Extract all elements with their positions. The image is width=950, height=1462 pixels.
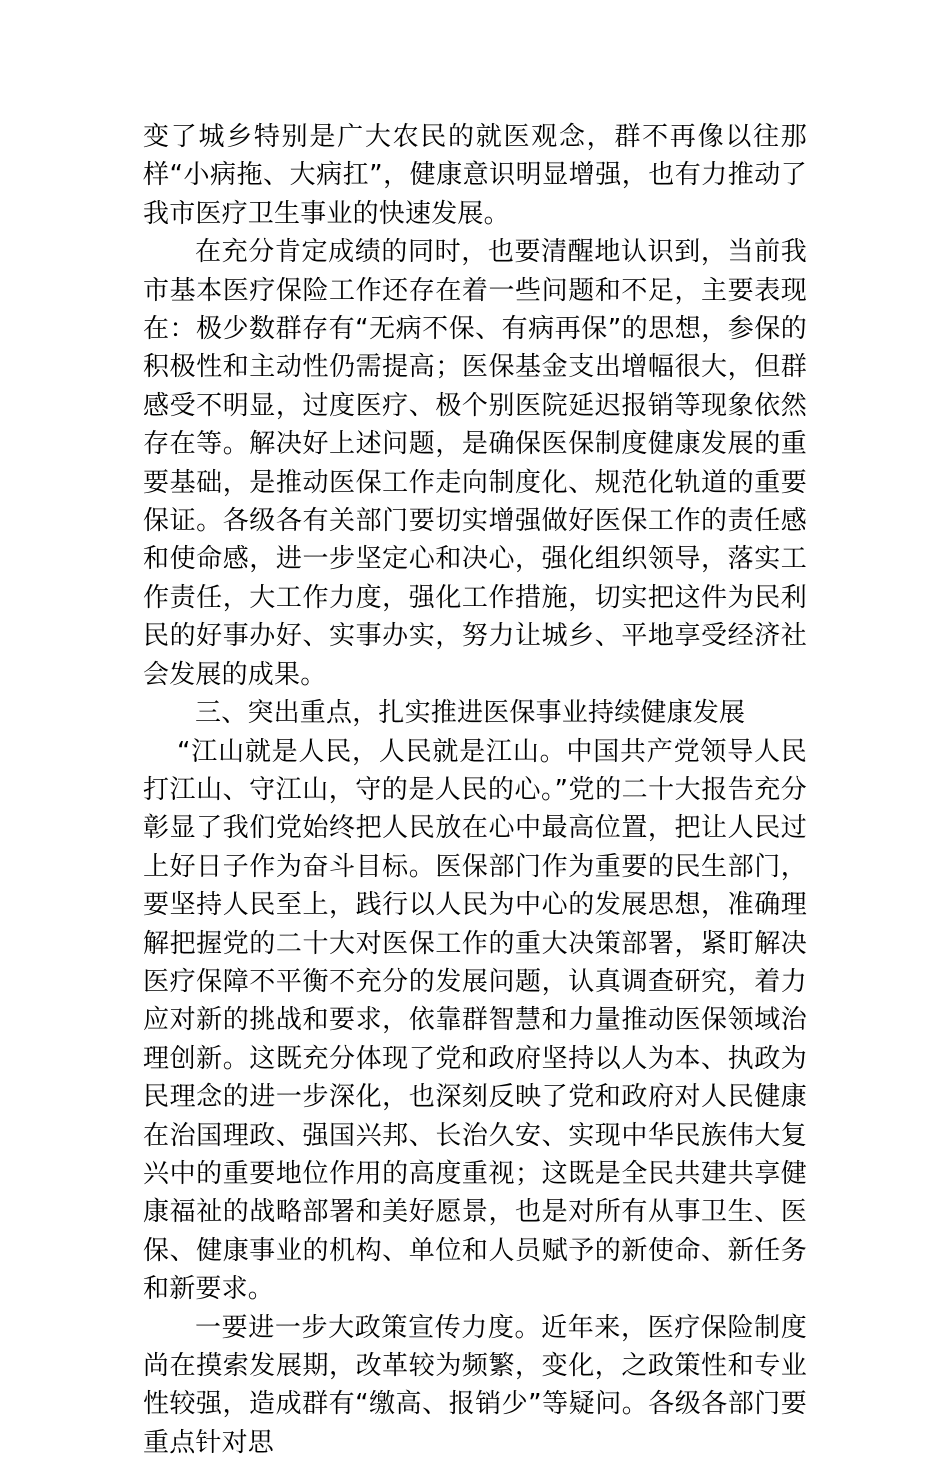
paragraph-continuation: 变了城乡特别是广大农民的就医观念，群不再像以往那样“小病拖、大病扛”，健康意识明显增强，也有力推动了我市医疗卫生事业的快速发展。 [143,122,807,229]
paragraph-quote: “江山就是人民，人民就是江山。中国共产党领导人民打江山、守江山，守的是人民的心。”党的二十大报告充分彰显了我们党始终把人民放在心中最高位置，把让人民过上好日子作为奋斗目标。医保部门作为重要的民生部门，要坚持人民至上，践行以人民为中心的发展思想，准确理解把握党的二十大对医保工作的重大决策部署，紧盯解决医疗保障不平衡不充分的发展问题，认真调查研究，着力应对新的挑战和要求，依靠群智慧和力量推动医保领域治理创新。这既充分体现了党和政府坚持以人为本、执政为民理念的进一步深化，也深刻反映了党和政府对人民健康在治国理政、强国兴邦、长治久安、实现中华民族伟大复兴中的重要地位作用的高度重视；这既是全民共建共享健康福祉的战略部署和美好愿景，也是对所有从事卫生、医保、健康事业的机构、单位和人员赋予的新使命、新任务和新要求。 [143,736,807,1305]
document-body [143,118,807,1462]
section-heading: 三、突出重点，扎实推进医保事业持续健康发展 [195,698,746,729]
paragraph-policy-publicity: 一要进一步大政策宣传力度。近年来，医疗保险制度尚在摸索发展期，改革较为频繁，变化，之政策性和专业性较强，造成群有“缴高、报销少”等疑问。各级各部门要重点针对思 [143,1312,807,1458]
paragraph-problems: 在充分肯定成绩的同时，也要清醒地认识到，当前我市基本医疗保险工作还存在着一些问题和不足，主要表现在：极少数群存有“无病不保、有病再保”的思想，参保的积极性和主动性仍需提高；医保基金支出增幅很大，但群感受不明显，过度医疗、极个别医院延迟报销等现象依然存在等。解决好上述问题，是确保医保制度健康发展的重要基础，是推动医保工作走向制度化、规范化轨道的重要保证。各级各有关部门要切实增强做好医保工作的责任感和使命感，进一步坚定心和决心，强化组织领导，落实工作责任，大工作力度，强化工作措施，切实把这件为民利民的好事办好、实事办实，努力让城乡、平地享受经济社会发展的成果。 [143,237,807,690]
